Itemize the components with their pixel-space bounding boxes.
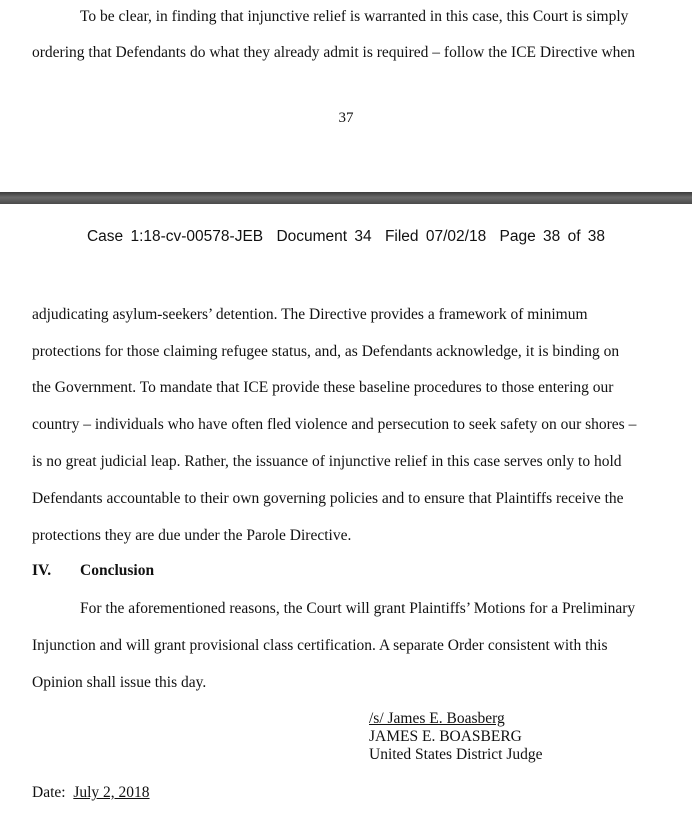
judge-title: United States District Judge bbox=[369, 746, 543, 763]
prev-page-line-1: To be clear, in finding that injunctive relief is warranted in this case, this Court is simply bbox=[80, 8, 629, 25]
document-number: Document 34 bbox=[276, 228, 372, 245]
page-divider bbox=[0, 192, 692, 204]
date-value: July 2, 2018 bbox=[73, 784, 150, 801]
date-line bbox=[32, 783, 150, 803]
prev-page-line-2: ordering that Defendants do what they already admit is required – follow the ICE Directive when bbox=[32, 44, 636, 61]
body-line-1: adjudicating asylum-seekers’ detention. The Directive provides a framework of minimum bbox=[32, 306, 588, 323]
conclusion-line-2: Injunction and will grant provisional class certification. A separate Order consistent with this bbox=[32, 637, 608, 654]
section-number: IV. bbox=[32, 562, 52, 579]
case-number: Case 1:18-cv-00578-JEB bbox=[86, 228, 264, 245]
section-title: Conclusion bbox=[80, 562, 155, 579]
body-line-7: protections they are due under the Parole Directive. bbox=[32, 527, 352, 544]
conclusion-line-3: Opinion shall issue this day. bbox=[32, 674, 207, 691]
judge-name: JAMES E. BOASBERG bbox=[369, 728, 522, 745]
signature-line: /s/ James E. Boasberg bbox=[369, 710, 505, 727]
body-line-5: is no great judicial leap. Rather, the issuance of injunctive relief in this case serves only to hold bbox=[32, 453, 622, 470]
conclusion-line-1: For the aforementioned reasons, the Court will grant Plaintiffs’ Motions for a Preliminary bbox=[80, 600, 636, 617]
body-line-4: country – individuals who have often fled violence and persecution to seek safety on our shores – bbox=[32, 416, 637, 433]
page-number: 37 bbox=[338, 110, 354, 126]
date-label: Date: bbox=[32, 784, 66, 801]
page-indicator: Page 38 of 38 bbox=[499, 228, 606, 245]
body-line-6: Defendants accountable to their own governing policies and to ensure that Plaintiffs receive the bbox=[32, 490, 624, 507]
case-header bbox=[0, 228, 692, 246]
filed-date: Filed 07/02/18 bbox=[384, 228, 487, 245]
section-heading bbox=[32, 562, 154, 580]
body-line-2: protections for those claiming refugee status, and, as Defendants acknowledge, it is binding on bbox=[32, 343, 620, 360]
body-line-3: the Government. To mandate that ICE provide these baseline procedures to those entering our bbox=[32, 379, 614, 396]
